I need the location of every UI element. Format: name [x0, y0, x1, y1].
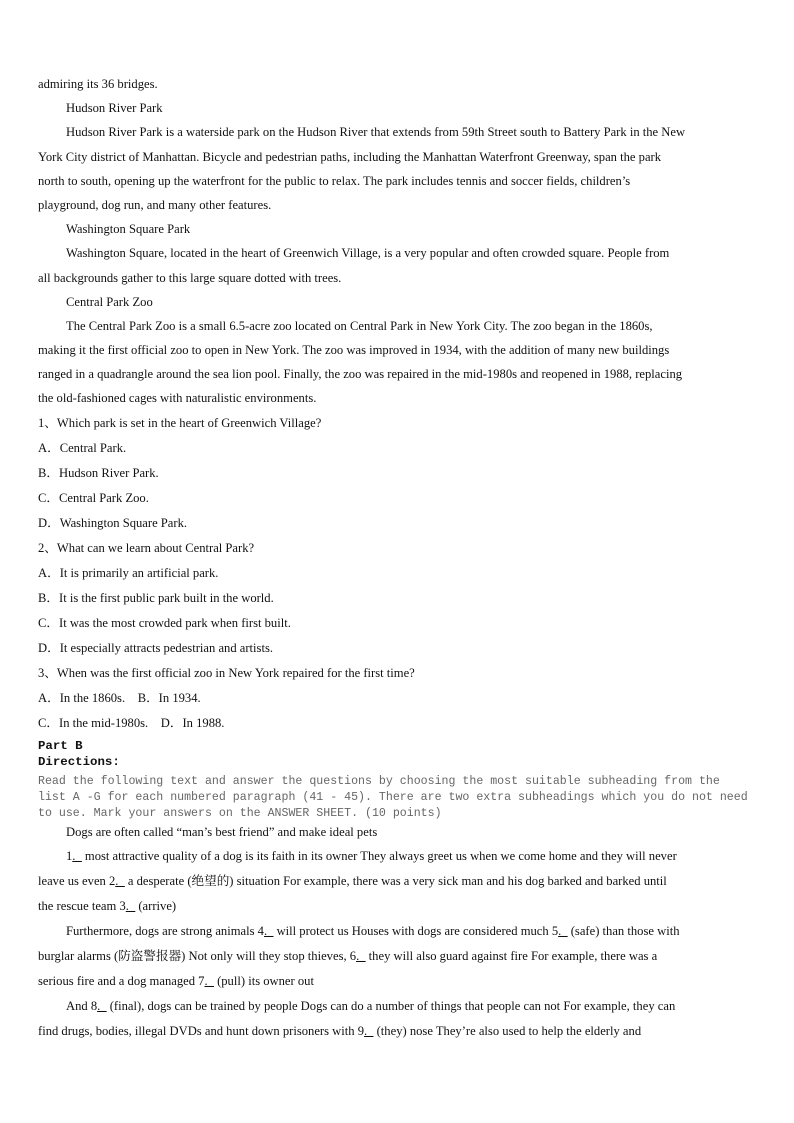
answer-blank-2[interactable]: ._: [115, 873, 125, 888]
reading-passage: [38, 72, 758, 411]
answer-option[interactable]: B．It is the first public park built in the world.: [38, 590, 274, 605]
answer-blank-8[interactable]: ._: [97, 998, 107, 1013]
answer-option[interactable]: C．Central Park Zoo.: [38, 490, 149, 505]
part-b-section: [38, 738, 758, 822]
directions-line: list A -G for each numbered paragraph (41 - 45). There are two extra subheadings which you do not need: [38, 790, 748, 804]
answer-option[interactable]: D．It especially attracts pedestrian and artists.: [38, 640, 274, 655]
section-heading-washington: Washington Square Park: [66, 222, 191, 237]
answer-option[interactable]: D．Washington Square Park.: [38, 515, 188, 530]
directions-line: Read the following text and answer the questions by choosing the most suitable subheading from the: [38, 774, 720, 788]
passage-line: ranged in a quadrangle around the sea lion pool. Finally, the zoo was repaired in the mid-1980s and reopened in 1988, replacing: [38, 367, 683, 382]
answer-blank-4[interactable]: ._: [263, 923, 274, 938]
part-b-title: Part B: [38, 738, 83, 753]
document-page: [38, 72, 758, 1044]
question-stem: 3、When was the first official zoo in New York repaired for the first time?: [38, 665, 415, 680]
story-line: Furthermore, dogs are strong animals 4._ will protect us Houses with dogs are considered much 5._ (safe) than those with: [66, 923, 680, 938]
question-2: [38, 536, 758, 661]
story-line: serious fire and a dog managed 7._ (pull) its owner out: [38, 973, 314, 988]
directions-label: Directions:: [38, 754, 120, 769]
question-3: [38, 661, 758, 736]
answer-blank-1[interactable]: ._: [72, 848, 82, 863]
story-line: find drugs, bodies, illegal DVDs and hunt down prisoners with 9._ (they) nose They’re also used to help the elderly and: [38, 1023, 642, 1038]
passage-line: Washington Square, located in the heart of Greenwich Village, is a very popular and often crowded square. People from: [66, 246, 670, 261]
answer-blank-9[interactable]: ._: [364, 1023, 374, 1038]
answer-blank-3[interactable]: ._: [125, 898, 136, 913]
section-heading-zoo: Central Park Zoo: [66, 294, 153, 309]
story-line: the rescue team 3._ (arrive): [38, 898, 177, 913]
answer-option[interactable]: A．It is primarily an artificial park.: [38, 565, 219, 580]
story-intro: Dogs are often called “man’s best friend” and make ideal pets: [66, 824, 378, 839]
passage-line: the old-fashioned cages with naturalistic environments.: [38, 391, 317, 406]
story-line: 1._ most attractive quality of a dog is its faith in its owner They always greet us when we come home and they will never: [66, 848, 677, 863]
question-1: [38, 411, 758, 536]
story-line: leave us even 2._ a desperate (绝望的) situation For example, there was a very sick man and his dog barked and barked until: [38, 873, 667, 888]
story-line: And 8._ (final), dogs can be trained by people Dogs can do a number of things that people can not For example, they can: [66, 998, 676, 1013]
answer-option[interactable]: A．Central Park.: [38, 440, 127, 455]
passage-line: Hudson River Park is a waterside park on the Hudson River that extends from 59th Street south to Battery Park in the New: [66, 125, 686, 140]
passage-line: all backgrounds gather to this large square dotted with trees.: [38, 270, 342, 285]
section-heading-hudson: Hudson River Park: [66, 101, 163, 116]
question-list: [38, 411, 758, 736]
answer-blank-6[interactable]: ._: [356, 948, 366, 963]
question-stem: 1、Which park is set in the heart of Greenwich Village?: [38, 415, 322, 430]
passage-line: north to south, opening up the waterfront for the public to relax. The park includes tennis and soccer fields, children’s: [38, 173, 631, 188]
passage-line: admiring its 36 bridges.: [38, 77, 158, 91]
question-stem: 2、What can we learn about Central Park?: [38, 540, 255, 555]
answer-blank-7[interactable]: ._: [204, 973, 214, 988]
answer-option-row[interactable]: A．In the 1860s. B．In 1934.: [38, 690, 201, 705]
answer-option[interactable]: B．Hudson River Park.: [38, 465, 159, 480]
story-line: burglar alarms (防盗警报器) Not only will they stop thieves, 6._ they will also guard against fire For example, there was a: [38, 948, 658, 963]
passage-line: The Central Park Zoo is a small 6.5-acre zoo located on Central Park in New York City. The zoo began in the 1860s,: [66, 318, 653, 333]
answer-blank-5[interactable]: ._: [558, 923, 568, 938]
cloze-passage: [38, 820, 758, 1044]
passage-line: playground, dog run, and many other features.: [38, 197, 272, 212]
passage-line: York City district of Manhattan. Bicycle and pedestrian paths, including the Manhattan Waterfront Greenway, span the park: [38, 149, 662, 164]
answer-option[interactable]: C．It was the most crowded park when first built.: [38, 615, 291, 630]
directions-line: to use. Mark your answers on the ANSWER SHEET. (10 points): [38, 806, 442, 820]
passage-line: making it the first official zoo to open in New York. The zoo was improved in 1934, with the addition of many new buildings: [38, 343, 670, 358]
answer-option-row[interactable]: C．In the mid-1980s. D．In 1988.: [38, 715, 225, 730]
